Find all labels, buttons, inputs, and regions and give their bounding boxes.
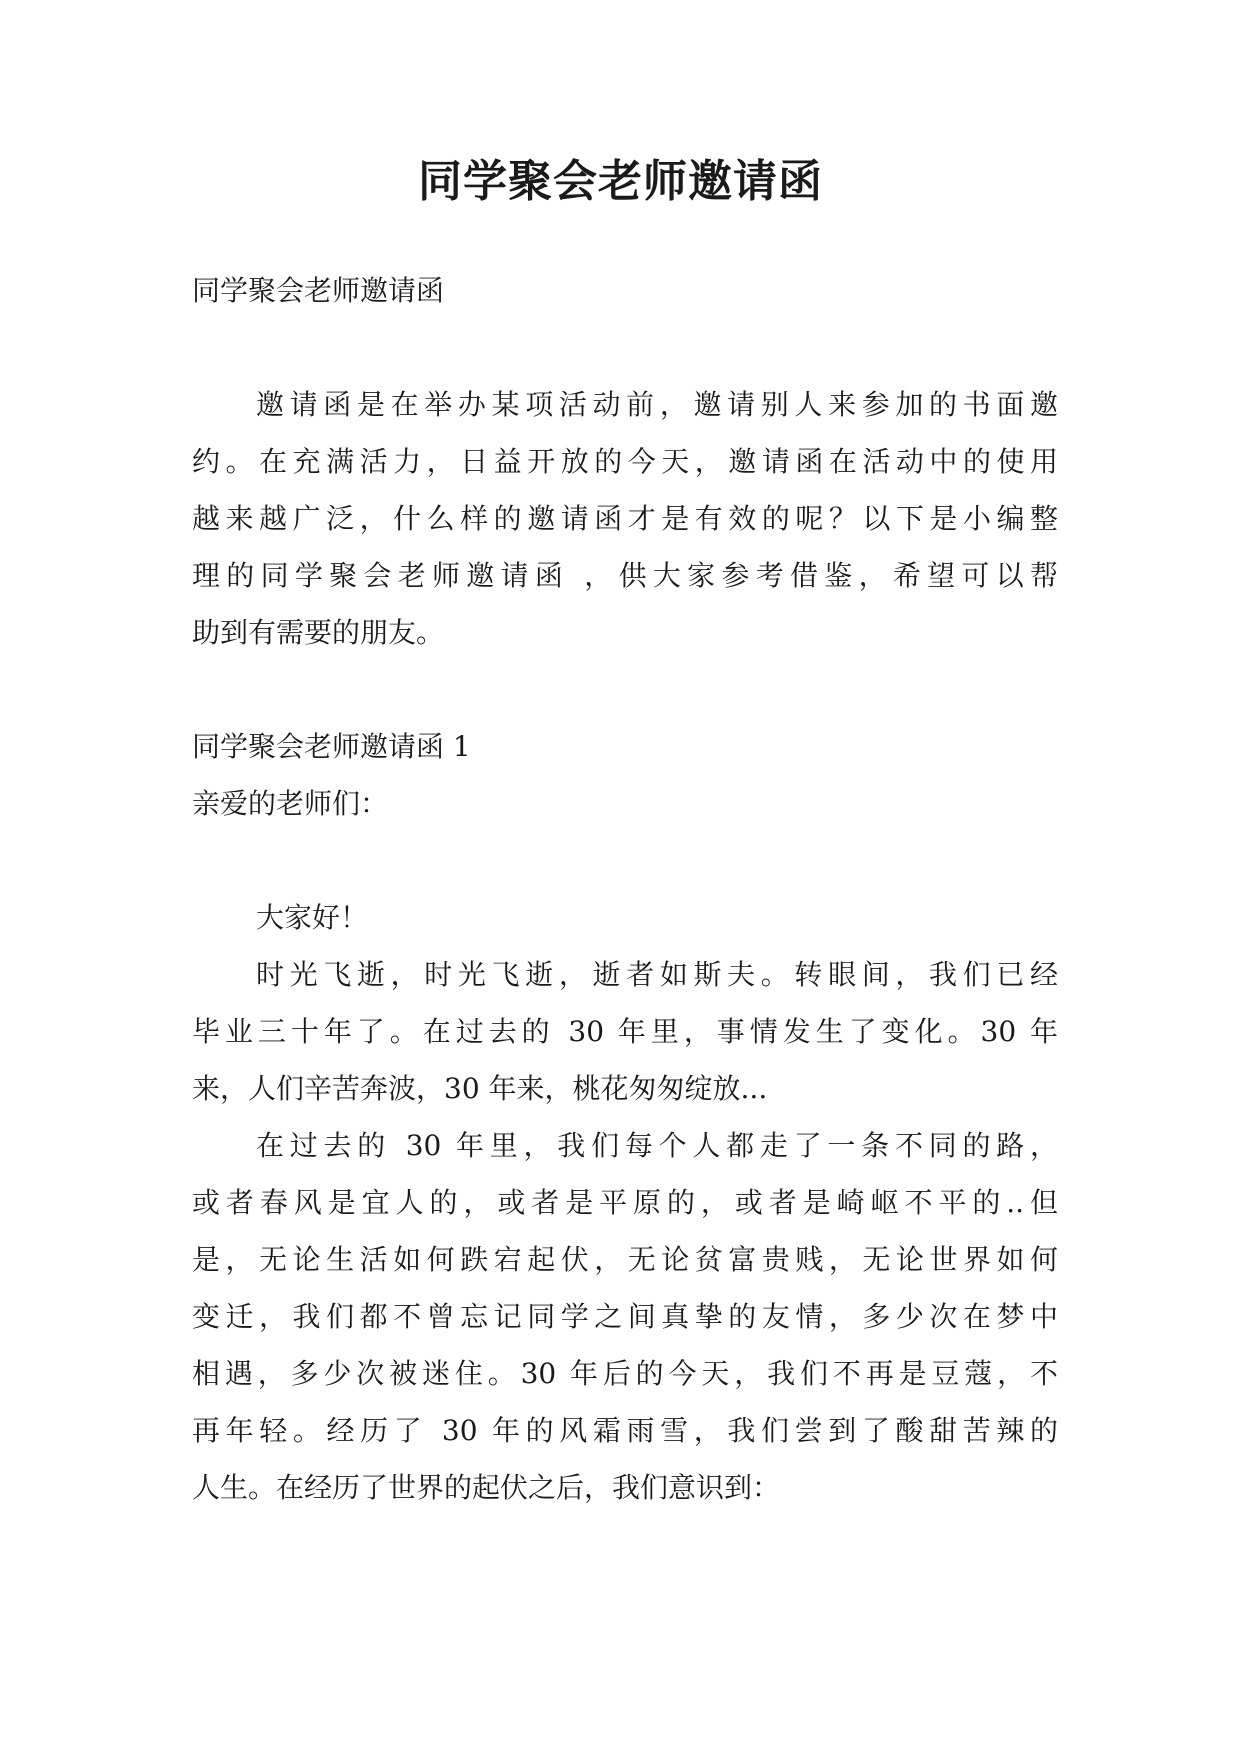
intro-line: 理的同学聚会老师邀请函 ，供大家参考借鉴，希望可以帮 (192, 559, 1058, 592)
paragraph-line: 毕业三十年了。在过去的 30 年里，事情发生了变化。30 年 (192, 1015, 1058, 1048)
paragraph-gap (192, 319, 1058, 376)
intro-line: 约。在充满活力，日益开放的今天，邀请函在活动中的使用 (192, 445, 1058, 478)
intro-paragraph (192, 376, 1058, 661)
section-heading: 同学聚会老师邀请函 1 (192, 730, 471, 763)
paragraph-line: 或者春风是宜人的，或者是平原的，或者是崎岖不平的..但 (192, 1186, 1058, 1219)
document-title: 同学聚会老师邀请函 (418, 156, 823, 207)
paragraph-line: 人生。在经历了世界的起伏之后，我们意识到： (192, 1471, 781, 1504)
paragraph-1 (192, 946, 1058, 1117)
greeting: 大家好！ (256, 901, 369, 934)
document-body (192, 262, 1058, 1516)
paragraph-gap (192, 661, 1058, 718)
intro-line: 邀请函是在举办某项活动前，邀请别人来参加的书面邀 (256, 388, 1058, 421)
paragraph-line: 来，人们辛苦奔波，30 年来，桃花匆匆绽放... (192, 1072, 768, 1105)
paragraph-line: 在过去的 30 年里，我们每个人都走了一条不同的路， (256, 1129, 1058, 1162)
intro-line: 助到有需要的朋友。 (192, 616, 445, 649)
intro-line: 越来越广泛，什么样的邀请函才是有效的呢？以下是小编整 (192, 502, 1058, 535)
paragraph-gap (192, 832, 1058, 889)
document-subtitle: 同学聚会老师邀请函 (192, 274, 445, 307)
paragraph-line: 相遇，多少次被迷住。30 年后的今天，我们不再是豆蔻，不 (192, 1357, 1058, 1390)
paragraph-line: 时光飞逝，时光飞逝，逝者如斯夫。转眼间，我们已经 (256, 958, 1058, 991)
paragraph-line: 再年轻。经历了 30 年的风霜雨雪，我们尝到了酸甜苦辣的 (192, 1414, 1058, 1447)
paragraph-2 (192, 1117, 1058, 1516)
salutation: 亲爱的老师们： (192, 787, 389, 820)
paragraph-line: 变迁，我们都不曾忘记同学之间真挚的友情，多少次在梦中 (192, 1300, 1058, 1333)
paragraph-line: 是，无论生活如何跌宕起伏，无论贫富贵贱，无论世界如何 (192, 1243, 1058, 1276)
